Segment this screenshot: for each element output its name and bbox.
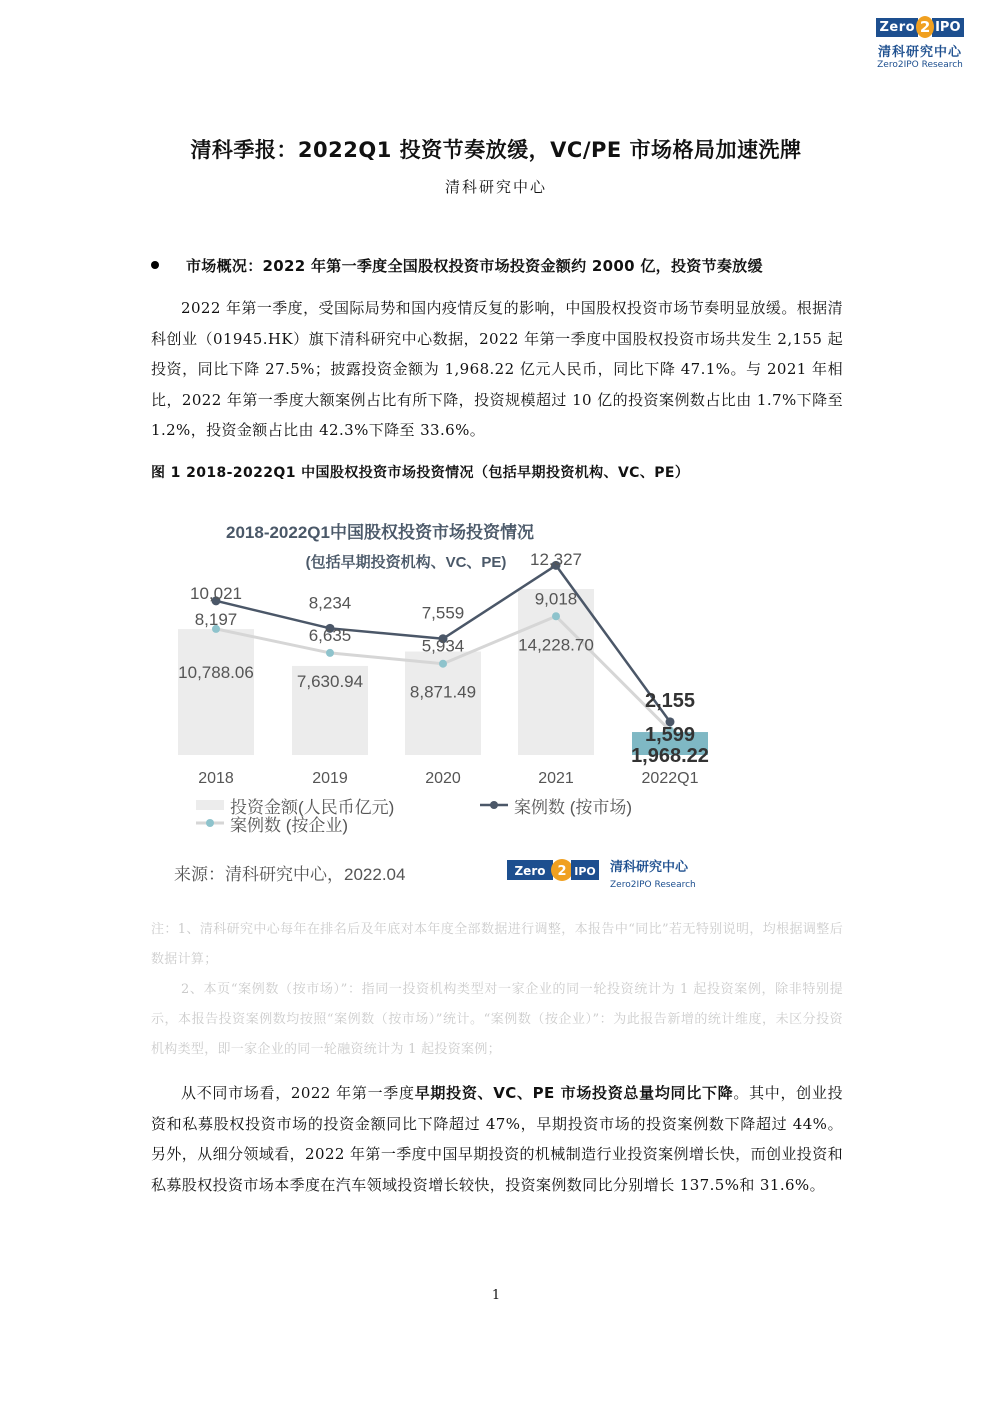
- legend-marker-enterprise: [206, 819, 214, 827]
- section-heading: 市场概况：2022 年第一季度全国股权投资市场投资金额约 2000 亿，投资节奏放缓: [186, 257, 763, 275]
- x-tick-2018: 2018: [198, 770, 234, 787]
- zero2ipo-logo: [874, 16, 966, 70]
- para2-part-c: 。其中，创业投资和私募股权投资市场的投资金额同比下降超过 47%，早期投资市场的投资案例数下降超过 44%。另外，从细分领域看，2022 年第一季度中国早期投资的机械制造行业投资案例增长快，而创业投资和私募股权投资市场本季度在汽车领域投资增长较快，投资案例数同比分别增长 137.5%和 31.6%。: [151, 1084, 843, 1194]
- bar-label-2021: 14,228.70: [518, 635, 594, 655]
- note-1: 注：1、清科研究中心每年在排名后及年底对本年度全部数据进行调整，本报告中“同比”若无特别说明，均根据调整后数据计算；: [151, 922, 843, 967]
- enterprise-label-2018: 8,197: [194, 609, 238, 629]
- source-logo-two: 2: [557, 864, 567, 879]
- logo-name-cn: 清科研究中心: [877, 45, 962, 60]
- source-logo-ipo: IPO: [574, 865, 596, 878]
- market-label-2018: 10,021: [190, 584, 242, 603]
- chart-subtitle: (包括早期投资机构、VC、PE): [305, 554, 507, 571]
- paragraph-overview: [151, 293, 843, 446]
- document-author: 清科研究中心: [444, 178, 547, 196]
- para2-emphasis: 早期投资、VC、PE 市场投资总量均同比下降: [414, 1084, 734, 1102]
- enterprise-point-2021: [552, 612, 560, 620]
- enterprise-point-2019: [326, 649, 334, 657]
- legend-swatch-amount: [196, 800, 224, 810]
- note-2: 2、本页“案例数（按市场）”：指同一投资机构类型对一家企业的同一轮投资统计为 1 起投资案例，除非特别提示，本报告投资案例数均按照“案例数（按市场）”统计。“案例数（按企业）”：为此报告新增的统计维度，未区分投资机构类型，即一家企业的同一轮融资统计为 1 起投资案例；: [151, 982, 843, 1057]
- bar-label-2019: 7,630.94: [296, 671, 364, 691]
- market-label-2022Q1: 2,155: [644, 690, 696, 712]
- legend-label-market: 案例数 (按市场): [514, 798, 633, 817]
- chart-source-logo: [507, 859, 696, 890]
- bar-label-2020: 8,871.49: [409, 682, 477, 702]
- legend-marker-market: [490, 801, 498, 809]
- legend-label-enterprise: 案例数 (按企业): [230, 816, 349, 835]
- market-label-2021: 12,327: [530, 550, 582, 569]
- market-label-2019: 8,234: [308, 593, 352, 613]
- para2-part-a: 从不同市场看，2022 年第一季度: [181, 1084, 415, 1102]
- logo-zero: Zero: [876, 18, 918, 37]
- x-tick-2019: 2019: [312, 770, 348, 787]
- document-title: 清科季报：2022Q1 投资节奏放缓，VC/PE 市场格局加速洗牌: [190, 138, 802, 162]
- legend-label-amount: 投资金额(人民币亿元): [230, 798, 395, 817]
- enterprise-label-2019: 6,635: [308, 625, 352, 645]
- page-number: 1: [491, 1288, 501, 1303]
- enterprise-point-2020: [439, 660, 447, 668]
- x-tick-2020: 2020: [425, 770, 461, 787]
- paragraph-markets: [151, 1078, 843, 1200]
- chart-title: 2018-2022Q1中国股权投资市场投资情况: [226, 523, 534, 542]
- logo-name-en: Zero2IPO Research: [877, 60, 963, 70]
- market-label-2020: 7,559: [421, 603, 465, 623]
- bullet-icon: [151, 261, 159, 269]
- chart-notes: [151, 915, 843, 1065]
- source-logo-zero: Zero: [514, 864, 546, 878]
- enterprise-label-2022Q1: 1,599: [644, 724, 696, 746]
- logo-ipo: IPO: [932, 18, 963, 37]
- bar-label-2022Q1: 1,968.22: [631, 745, 709, 767]
- enterprise-label-2020: 5,934: [421, 636, 465, 656]
- paragraph-text-2: [151, 1078, 843, 1200]
- source-logo-name-en: Zero2IPO Research: [610, 880, 696, 890]
- chart-svg: [150, 500, 730, 900]
- x-tick-2022Q1: 2022Q1: [641, 770, 699, 787]
- chart-source: 来源：清科研究中心，2022.04: [174, 865, 406, 884]
- bar-label-2018: 10,788.06: [178, 662, 254, 682]
- source-logo-name-cn: 清科研究中心: [610, 860, 689, 875]
- enterprise-label-2021: 9,018: [534, 589, 578, 609]
- bar-2018: [178, 629, 254, 755]
- x-tick-2021: 2021: [538, 770, 574, 787]
- figure-caption: 图 1 2018-2022Q1 中国股权投资市场投资情况（包括早期投资机构、VC、PE）: [151, 465, 690, 481]
- paragraph-text: 2022 年第一季度，受国际局势和国内疫情反复的影响，中国股权投资市场节奏明显放缓。根据清科创业（01945.HK）旗下清科研究中心数据，2022 年第一季度中国股权投资市场共发生 2,155 起投资，同比下降 27.5%；披露投资金额为 1,968.22 亿元人民币，同比下降 47.1%。与 2021 年相比，2022 年第一季度大额案例占比有所下降，投资规模超过 10 亿的投资案例数占比由 1.7%下降至 1.2%，投资金额占比由 42.3%下降至 33.6%。: [151, 299, 843, 439]
- investment-chart: [150, 500, 730, 900]
- logo-two: 2: [916, 16, 934, 38]
